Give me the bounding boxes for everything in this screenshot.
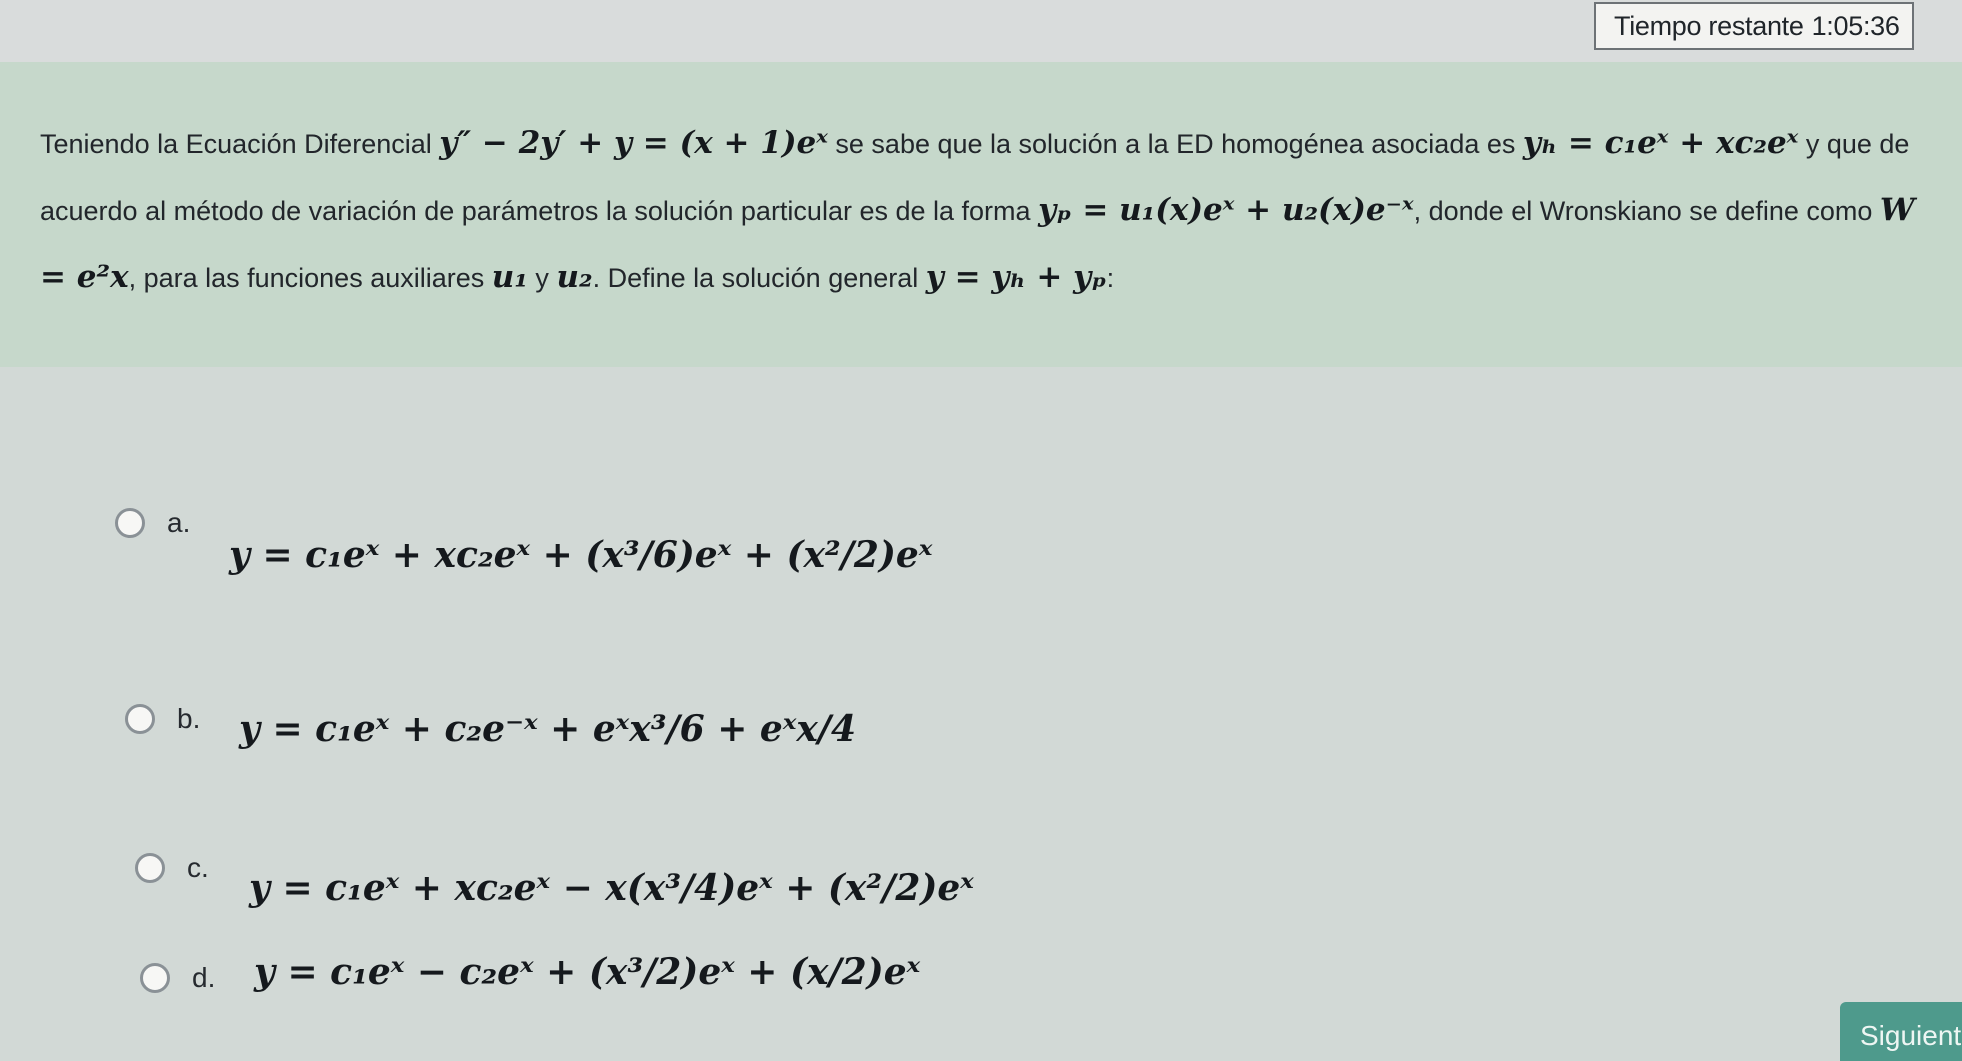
general-solution: y = yₕ + yₚ — [925, 259, 1107, 295]
option-c-letter: c. — [187, 852, 209, 883]
option-a[interactable] — [115, 470, 932, 576]
question-text-part4: , donde el Wronskiano se define como — [1413, 196, 1873, 226]
auxiliary-function-u1: u₁ — [491, 259, 528, 295]
question-panel — [0, 62, 1962, 367]
timer-value: 1:05:36 — [1811, 10, 1900, 41]
next-button[interactable]: Siguient — [1840, 1002, 1962, 1061]
option-c-radio[interactable] — [135, 853, 165, 883]
option-d-formula: y = c₁eˣ − c₂eˣ + (x³/2)eˣ + (x/2)eˣ — [254, 951, 921, 993]
question-text-conjunction: y — [535, 263, 549, 293]
timer-label: Tiempo restante — [1614, 10, 1804, 41]
particular-solution-form: yₚ = u₁(x)eˣ + u₂(x)e⁻ˣ — [1038, 192, 1414, 228]
option-a-formula: y = c₁eˣ + xc₂eˣ + (x³/6)eˣ + (x²/2)eˣ — [229, 534, 933, 576]
question-text-part7: : — [1106, 263, 1115, 293]
option-c-formula: y = c₁eˣ + xc₂eˣ − x(x³/4)eˣ + (x²/2)eˣ — [249, 867, 974, 909]
question-text-part3: y que de acuerdo al método de variación de parámetros la solución particular es de la forma — [40, 129, 1910, 226]
question-text-part6: . Define la solución general — [592, 263, 919, 293]
wronskian: W = e²x — [40, 192, 1915, 295]
option-d-radio[interactable] — [140, 963, 170, 993]
homogeneous-solution: yₕ = c₁eˣ + xc₂eˣ — [1522, 125, 1799, 161]
option-a-letter: a. — [167, 507, 191, 538]
question-text — [40, 110, 1920, 311]
option-d[interactable] — [140, 951, 921, 994]
option-d-letter: d. — [192, 962, 216, 993]
differential-equation: y″ − 2y′ + y = (x + 1)eˣ — [439, 125, 828, 161]
timer-box — [1594, 2, 1914, 50]
question-text-part5: , para las funciones auxiliares — [128, 263, 485, 293]
question-text-part1: Teniendo la Ecuación Diferencial — [40, 129, 432, 159]
auxiliary-function-u2: u₂ — [556, 259, 593, 295]
option-a-radio[interactable] — [115, 508, 145, 538]
option-c[interactable] — [135, 827, 974, 909]
option-b-letter: b. — [177, 703, 201, 734]
option-b-radio[interactable] — [125, 704, 155, 734]
option-b-formula: y = c₁eˣ + c₂e⁻ˣ + eˣx³/6 + eˣx/4 — [239, 708, 856, 750]
option-b[interactable] — [125, 688, 856, 750]
question-text-part2: se sabe que la solución a la ED homogénea asociada es — [835, 129, 1516, 159]
